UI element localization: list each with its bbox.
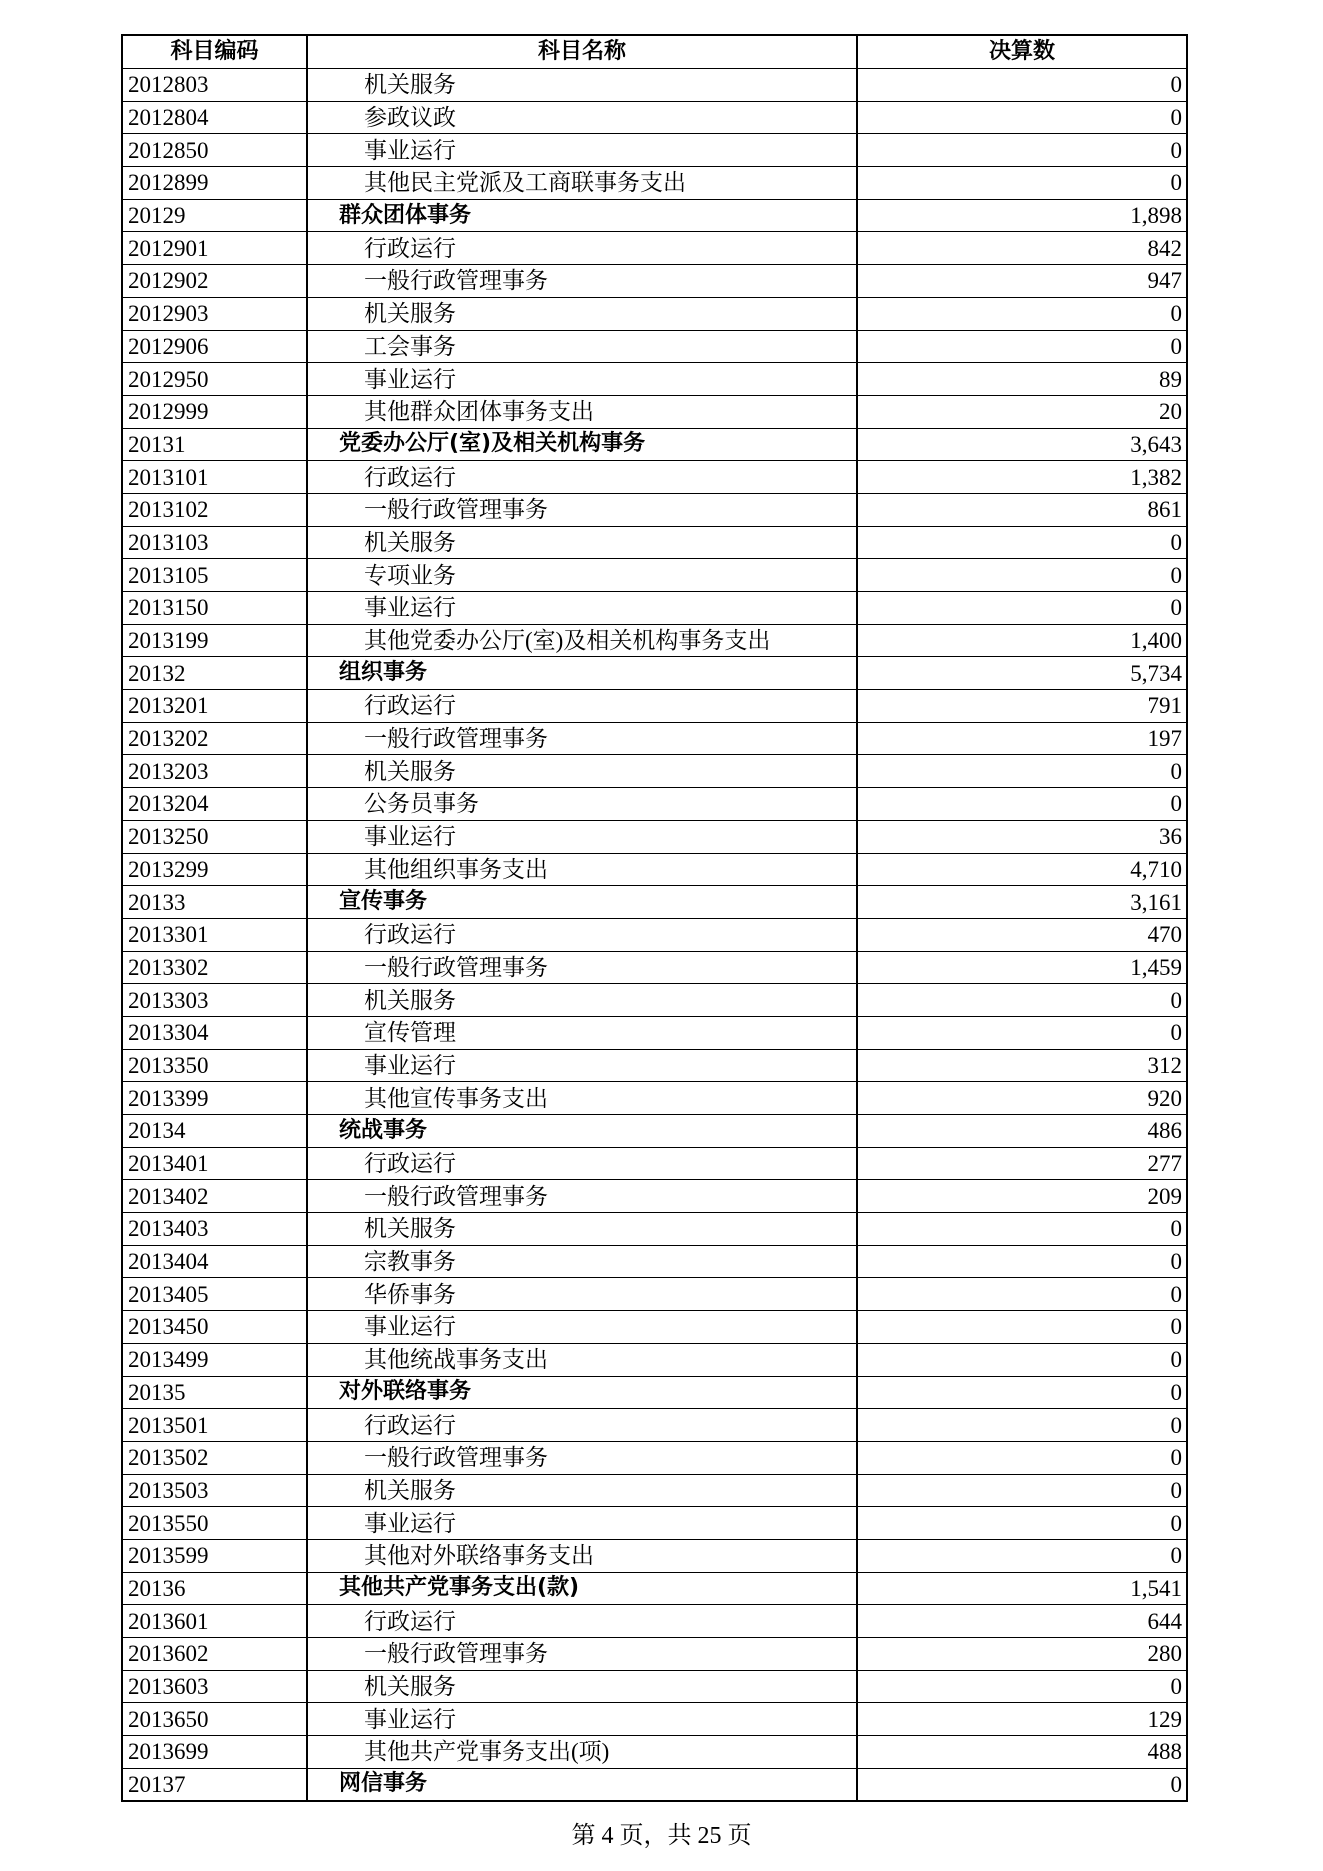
- amount-cell: 470: [857, 918, 1187, 951]
- subject-name-cell: 行政运行: [307, 918, 857, 951]
- category-row: [122, 886, 1187, 919]
- table-row: [122, 232, 1187, 265]
- amount-cell: 791: [857, 690, 1187, 723]
- category-row: [122, 657, 1187, 690]
- subject-name-cell: 宗教事务: [307, 1245, 857, 1278]
- subject-code-cell: 20132: [122, 657, 307, 690]
- subject-name-cell: 其他宣传事务支出: [307, 1082, 857, 1115]
- subject-name-cell: 专项业务: [307, 559, 857, 592]
- table-row: [122, 1474, 1187, 1507]
- subject-code-cell: 2013502: [122, 1441, 307, 1474]
- subject-name-cell: 华侨事务: [307, 1278, 857, 1311]
- subject-code-cell: 20133: [122, 886, 307, 919]
- table-row: [122, 1670, 1187, 1703]
- subject-code-cell: 2013650: [122, 1703, 307, 1736]
- subject-name-cell: 事业运行: [307, 820, 857, 853]
- amount-cell: 312: [857, 1049, 1187, 1082]
- subject-name-cell: 行政运行: [307, 232, 857, 265]
- amount-cell: 0: [857, 788, 1187, 821]
- subject-code-cell: 2013599: [122, 1539, 307, 1572]
- subject-name-cell: 一般行政管理事务: [307, 265, 857, 298]
- subject-code-cell: 2012999: [122, 395, 307, 428]
- subject-code-cell: 2013101: [122, 461, 307, 494]
- table-row: [122, 69, 1187, 102]
- amount-cell: 89: [857, 363, 1187, 396]
- table-row: [122, 493, 1187, 526]
- subject-name-cell: 事业运行: [307, 1049, 857, 1082]
- table-row: [122, 1605, 1187, 1638]
- amount-cell: 0: [857, 1474, 1187, 1507]
- subject-name-cell: 机关服务: [307, 1474, 857, 1507]
- table-row: [122, 167, 1187, 200]
- subject-name-cell: 事业运行: [307, 592, 857, 625]
- table-row: [122, 134, 1187, 167]
- amount-cell: 3,643: [857, 428, 1187, 461]
- subject-code-cell: 2013299: [122, 853, 307, 886]
- subject-name-cell: 其他对外联络事务支出: [307, 1539, 857, 1572]
- subject-code-cell: 2013202: [122, 722, 307, 755]
- table-row: [122, 1245, 1187, 1278]
- subject-code-cell: 2013103: [122, 526, 307, 559]
- subject-name-cell: 一般行政管理事务: [307, 722, 857, 755]
- amount-cell: 4,710: [857, 853, 1187, 886]
- table-body: [122, 69, 1187, 1801]
- amount-cell: 0: [857, 1245, 1187, 1278]
- subject-code-cell: 20131: [122, 428, 307, 461]
- amount-cell: 1,898: [857, 199, 1187, 232]
- amount-cell: 0: [857, 297, 1187, 330]
- category-row: [122, 428, 1187, 461]
- amount-cell: 5,734: [857, 657, 1187, 690]
- amount-cell: 1,541: [857, 1572, 1187, 1605]
- amount-cell: 644: [857, 1605, 1187, 1638]
- subject-name-cell: 其他民主党派及工商联事务支出: [307, 167, 857, 200]
- header-subject-code: 科目编码: [122, 35, 307, 69]
- subject-name-cell: 参政议政: [307, 101, 857, 134]
- table-row: [122, 755, 1187, 788]
- amount-cell: 0: [857, 101, 1187, 134]
- table-row: [122, 788, 1187, 821]
- subject-code-cell: 2013203: [122, 755, 307, 788]
- subject-code-cell: 2013503: [122, 1474, 307, 1507]
- subject-name-cell: 网信事务: [307, 1768, 857, 1801]
- subject-name-cell: 事业运行: [307, 1507, 857, 1540]
- amount-cell: 0: [857, 1409, 1187, 1442]
- header-row: [122, 35, 1187, 69]
- table-row: [122, 690, 1187, 723]
- amount-cell: 197: [857, 722, 1187, 755]
- subject-name-cell: 机关服务: [307, 1670, 857, 1703]
- subject-code-cell: 2013301: [122, 918, 307, 951]
- amount-cell: 0: [857, 1311, 1187, 1344]
- subject-code-cell: 2013201: [122, 690, 307, 723]
- subject-code-cell: 2013399: [122, 1082, 307, 1115]
- table-row: [122, 1311, 1187, 1344]
- subject-name-cell: 宣传事务: [307, 886, 857, 919]
- subject-name-cell: 其他党委办公厅(室)及相关机构事务支出: [307, 624, 857, 657]
- table-row: [122, 1082, 1187, 1115]
- subject-code-cell: 2013402: [122, 1180, 307, 1213]
- amount-cell: 842: [857, 232, 1187, 265]
- amount-cell: 920: [857, 1082, 1187, 1115]
- table-row: [122, 1180, 1187, 1213]
- table-row: [122, 820, 1187, 853]
- subject-name-cell: 行政运行: [307, 461, 857, 494]
- subject-name-cell: 事业运行: [307, 134, 857, 167]
- subject-code-cell: 2012901: [122, 232, 307, 265]
- subject-code-cell: 2013450: [122, 1311, 307, 1344]
- subject-code-cell: 2012803: [122, 69, 307, 102]
- subject-name-cell: 事业运行: [307, 363, 857, 396]
- subject-name-cell: 行政运行: [307, 690, 857, 723]
- subject-code-cell: 2012902: [122, 265, 307, 298]
- header-subject-name: 科目名称: [307, 35, 857, 69]
- table-row: [122, 918, 1187, 951]
- table-row: [122, 1539, 1187, 1572]
- subject-code-cell: 2013204: [122, 788, 307, 821]
- table-row: [122, 559, 1187, 592]
- subject-name-cell: 宣传管理: [307, 1016, 857, 1049]
- subject-code-cell: 2013550: [122, 1507, 307, 1540]
- table-row: [122, 1703, 1187, 1736]
- amount-cell: 486: [857, 1115, 1187, 1148]
- subject-name-cell: 对外联络事务: [307, 1376, 857, 1409]
- amount-cell: 0: [857, 167, 1187, 200]
- subject-name-cell: 行政运行: [307, 1409, 857, 1442]
- amount-cell: 0: [857, 984, 1187, 1017]
- table-row: [122, 1638, 1187, 1671]
- amount-cell: 1,459: [857, 951, 1187, 984]
- table-row: [122, 526, 1187, 559]
- subject-name-cell: 其他组织事务支出: [307, 853, 857, 886]
- amount-cell: 947: [857, 265, 1187, 298]
- subject-name-cell: 公务员事务: [307, 788, 857, 821]
- subject-code-cell: 2013303: [122, 984, 307, 1017]
- table-row: [122, 1147, 1187, 1180]
- subject-name-cell: 一般行政管理事务: [307, 493, 857, 526]
- amount-cell: 861: [857, 493, 1187, 526]
- subject-code-cell: 2013350: [122, 1049, 307, 1082]
- amount-cell: 1,382: [857, 461, 1187, 494]
- subject-name-cell: 一般行政管理事务: [307, 1180, 857, 1213]
- amount-cell: 0: [857, 1441, 1187, 1474]
- category-row: [122, 1115, 1187, 1148]
- subject-code-cell: 20137: [122, 1768, 307, 1801]
- subject-name-cell: 其他共产党事务支出(款): [307, 1572, 857, 1605]
- amount-cell: 0: [857, 755, 1187, 788]
- amount-cell: 209: [857, 1180, 1187, 1213]
- amount-cell: 20: [857, 395, 1187, 428]
- subject-code-cell: 2013102: [122, 493, 307, 526]
- subject-code-cell: 2013105: [122, 559, 307, 592]
- subject-name-cell: 统战事务: [307, 1115, 857, 1148]
- amount-cell: 0: [857, 1670, 1187, 1703]
- amount-cell: 0: [857, 592, 1187, 625]
- subject-name-cell: 事业运行: [307, 1311, 857, 1344]
- subject-code-cell: 20135: [122, 1376, 307, 1409]
- table-row: [122, 1278, 1187, 1311]
- table-row: [122, 101, 1187, 134]
- subject-name-cell: 机关服务: [307, 1213, 857, 1246]
- amount-cell: 488: [857, 1736, 1187, 1769]
- subject-code-cell: 20129: [122, 199, 307, 232]
- amount-cell: 129: [857, 1703, 1187, 1736]
- subject-name-cell: 机关服务: [307, 297, 857, 330]
- subject-code-cell: 2013403: [122, 1213, 307, 1246]
- amount-cell: 1,400: [857, 624, 1187, 657]
- table-row: [122, 1441, 1187, 1474]
- amount-cell: 0: [857, 1278, 1187, 1311]
- subject-name-cell: 机关服务: [307, 984, 857, 1017]
- table-row: [122, 722, 1187, 755]
- table-row: [122, 1507, 1187, 1540]
- subject-code-cell: 2013405: [122, 1278, 307, 1311]
- category-row: [122, 1376, 1187, 1409]
- subject-code-cell: 2013401: [122, 1147, 307, 1180]
- table-row: [122, 1049, 1187, 1082]
- table-row: [122, 624, 1187, 657]
- amount-cell: 0: [857, 526, 1187, 559]
- amount-cell: 0: [857, 1768, 1187, 1801]
- table-row: [122, 1343, 1187, 1376]
- table-row: [122, 297, 1187, 330]
- category-row: [122, 1768, 1187, 1801]
- subject-name-cell: 其他群众团体事务支出: [307, 395, 857, 428]
- amount-cell: 0: [857, 1539, 1187, 1572]
- amount-cell: 0: [857, 1376, 1187, 1409]
- amount-cell: 0: [857, 1343, 1187, 1376]
- subject-name-cell: 一般行政管理事务: [307, 951, 857, 984]
- subject-code-cell: 2013250: [122, 820, 307, 853]
- table-row: [122, 1736, 1187, 1769]
- subject-name-cell: 其他统战事务支出: [307, 1343, 857, 1376]
- amount-cell: 0: [857, 69, 1187, 102]
- amount-cell: 0: [857, 330, 1187, 363]
- amount-cell: 36: [857, 820, 1187, 853]
- budget-table: [121, 34, 1188, 1802]
- amount-cell: 0: [857, 559, 1187, 592]
- subject-code-cell: 2013603: [122, 1670, 307, 1703]
- table-row: [122, 395, 1187, 428]
- subject-code-cell: 2013404: [122, 1245, 307, 1278]
- subject-code-cell: 2013302: [122, 951, 307, 984]
- amount-cell: 0: [857, 1507, 1187, 1540]
- amount-cell: 280: [857, 1638, 1187, 1671]
- subject-name-cell: 一般行政管理事务: [307, 1441, 857, 1474]
- subject-code-cell: 2013150: [122, 592, 307, 625]
- subject-name-cell: 事业运行: [307, 1703, 857, 1736]
- table-row: [122, 853, 1187, 886]
- table-row: [122, 592, 1187, 625]
- subject-name-cell: 行政运行: [307, 1147, 857, 1180]
- amount-cell: 0: [857, 134, 1187, 167]
- subject-code-cell: 2013304: [122, 1016, 307, 1049]
- subject-name-cell: 组织事务: [307, 657, 857, 690]
- subject-code-cell: 2012950: [122, 363, 307, 396]
- subject-code-cell: 2013199: [122, 624, 307, 657]
- subject-code-cell: 20134: [122, 1115, 307, 1148]
- table-row: [122, 1409, 1187, 1442]
- table-row: [122, 1213, 1187, 1246]
- subject-code-cell: 2012903: [122, 297, 307, 330]
- subject-name-cell: 一般行政管理事务: [307, 1638, 857, 1671]
- subject-code-cell: 2012899: [122, 167, 307, 200]
- subject-name-cell: 党委办公厅(室)及相关机构事务: [307, 428, 857, 461]
- subject-code-cell: 2013499: [122, 1343, 307, 1376]
- header-final-amount: 决算数: [857, 35, 1187, 69]
- subject-code-cell: 20136: [122, 1572, 307, 1605]
- table-row: [122, 1016, 1187, 1049]
- subject-name-cell: 群众团体事务: [307, 199, 857, 232]
- subject-code-cell: 2013501: [122, 1409, 307, 1442]
- amount-cell: 0: [857, 1213, 1187, 1246]
- subject-name-cell: 机关服务: [307, 526, 857, 559]
- amount-cell: 3,161: [857, 886, 1187, 919]
- subject-name-cell: 机关服务: [307, 755, 857, 788]
- table-header: [122, 35, 1187, 69]
- subject-code-cell: 2013601: [122, 1605, 307, 1638]
- category-row: [122, 199, 1187, 232]
- category-row: [122, 1572, 1187, 1605]
- subject-code-cell: 2012906: [122, 330, 307, 363]
- subject-code-cell: 2012850: [122, 134, 307, 167]
- table-row: [122, 461, 1187, 494]
- page-footer: 第 4 页，共 25 页: [571, 1823, 752, 1849]
- subject-code-cell: 2012804: [122, 101, 307, 134]
- table-row: [122, 951, 1187, 984]
- table-row: [122, 330, 1187, 363]
- subject-code-cell: 2013602: [122, 1638, 307, 1671]
- subject-name-cell: 行政运行: [307, 1605, 857, 1638]
- amount-cell: 0: [857, 1016, 1187, 1049]
- subject-name-cell: 工会事务: [307, 330, 857, 363]
- table-row: [122, 265, 1187, 298]
- amount-cell: 277: [857, 1147, 1187, 1180]
- subject-code-cell: 2013699: [122, 1736, 307, 1769]
- subject-name-cell: 其他共产党事务支出(项): [307, 1736, 857, 1769]
- subject-name-cell: 机关服务: [307, 69, 857, 102]
- table-row: [122, 984, 1187, 1017]
- table-row: [122, 363, 1187, 396]
